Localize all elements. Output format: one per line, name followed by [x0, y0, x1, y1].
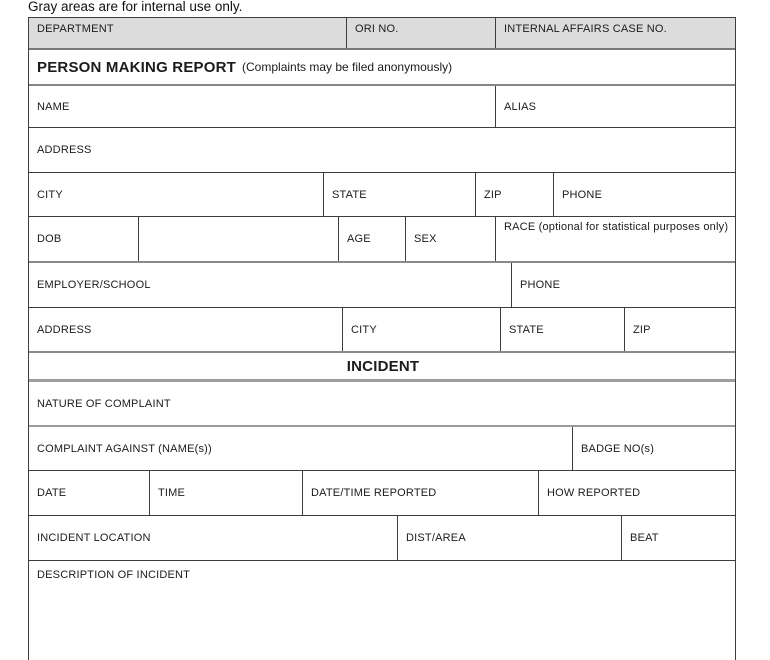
dist-area-label: DIST/AREA: [406, 532, 466, 544]
department-label: DEPARTMENT: [37, 23, 114, 35]
internal-use-note: Gray areas are for internal use only.: [28, 0, 243, 14]
date-row: [29, 471, 735, 516]
internal-use-header-row: [29, 18, 735, 50]
employer-state-field[interactable]: [501, 308, 625, 351]
ori-no-label: ORI NO.: [355, 23, 399, 35]
complaint-against-label: COMPLAINT AGAINST (NAME(s)): [37, 442, 212, 455]
badge-no-field[interactable]: [573, 427, 737, 470]
employer-row: [29, 263, 735, 308]
name-field[interactable]: [29, 86, 496, 127]
city-row: [29, 173, 735, 217]
time-label: TIME: [158, 487, 186, 499]
employer-school-field[interactable]: [29, 263, 512, 307]
incident-section-header: [29, 353, 737, 379]
sex-label: SEX: [414, 233, 437, 245]
age-field[interactable]: [339, 217, 406, 261]
phone-label: PHONE: [562, 188, 603, 201]
name-label: NAME: [37, 100, 70, 113]
name-row: [29, 86, 735, 128]
description-field[interactable]: [29, 561, 737, 659]
age-label: AGE: [347, 233, 371, 245]
badge-no-label: BADGE NO(s): [581, 442, 655, 455]
date-time-reported-label: DATE/TIME REPORTED: [311, 487, 437, 499]
person-section-title: PERSON MAKING REPORT: [37, 58, 237, 76]
alias-label: ALIAS: [504, 100, 537, 113]
employer-address-label: ADDRESS: [37, 323, 92, 336]
race-field[interactable]: [496, 217, 737, 261]
city-field[interactable]: [29, 173, 324, 216]
race-label: RACE (optional for statistical purposes only): [504, 221, 729, 233]
address-row: [29, 128, 735, 173]
sex-field[interactable]: [406, 217, 496, 261]
dist-area-field[interactable]: [398, 516, 622, 560]
dob-blank-field[interactable]: [139, 217, 339, 261]
alias-field[interactable]: [496, 86, 737, 127]
employer-zip-field[interactable]: [625, 308, 737, 351]
complaint-against-field[interactable]: [29, 427, 573, 470]
person-section-header-row: [29, 50, 735, 86]
zip-label: ZIP: [484, 188, 502, 201]
time-field[interactable]: [150, 471, 303, 515]
dob-row: [29, 217, 735, 263]
employer-address-row: [29, 308, 735, 353]
dob-field[interactable]: [29, 217, 139, 261]
how-reported-field[interactable]: [539, 471, 737, 515]
incident-location-label: INCIDENT LOCATION: [37, 532, 151, 544]
department-field[interactable]: [29, 18, 347, 48]
date-label: DATE: [37, 487, 67, 499]
incident-section-header-row: [29, 353, 735, 382]
zip-field[interactable]: [476, 173, 554, 216]
employer-phone-field[interactable]: [512, 263, 737, 307]
date-time-reported-field[interactable]: [303, 471, 539, 515]
description-label: DESCRIPTION OF INCIDENT: [37, 569, 191, 581]
employer-zip-label: ZIP: [633, 323, 651, 336]
city-label: CITY: [37, 188, 63, 201]
ia-case-no-label: INTERNAL AFFAIRS CASE NO.: [504, 23, 667, 35]
nature-of-complaint-field[interactable]: [29, 382, 737, 425]
state-label: STATE: [332, 188, 367, 201]
employer-city-label: CITY: [351, 323, 377, 336]
person-section-subtitle: (Complaints may be filed anonymously): [242, 60, 453, 74]
beat-field[interactable]: [622, 516, 737, 560]
nature-of-complaint-label: NATURE OF COMPLAINT: [37, 397, 171, 410]
employer-phone-label: PHONE: [520, 279, 561, 291]
nature-of-complaint-row: [29, 382, 735, 427]
description-row: [29, 561, 735, 659]
employer-school-label: EMPLOYER/SCHOOL: [37, 279, 151, 291]
phone-field[interactable]: [554, 173, 737, 216]
date-field[interactable]: [29, 471, 150, 515]
ori-no-field[interactable]: [347, 18, 496, 48]
how-reported-label: HOW REPORTED: [547, 487, 641, 499]
beat-label: BEAT: [630, 532, 659, 544]
person-section-header: [29, 50, 737, 84]
employer-state-label: STATE: [509, 323, 544, 336]
incident-section-title: INCIDENT: [346, 357, 420, 375]
employer-city-field[interactable]: [343, 308, 501, 351]
employer-address-field[interactable]: [29, 308, 343, 351]
state-field[interactable]: [324, 173, 476, 216]
address-field[interactable]: [29, 128, 737, 172]
address-label: ADDRESS: [37, 144, 92, 156]
ia-case-no-field[interactable]: [496, 18, 737, 48]
incident-location-row: [29, 516, 735, 561]
dob-label: DOB: [37, 233, 62, 245]
complaint-against-row: [29, 427, 735, 471]
complaint-form: [28, 17, 736, 660]
incident-location-field[interactable]: [29, 516, 398, 560]
